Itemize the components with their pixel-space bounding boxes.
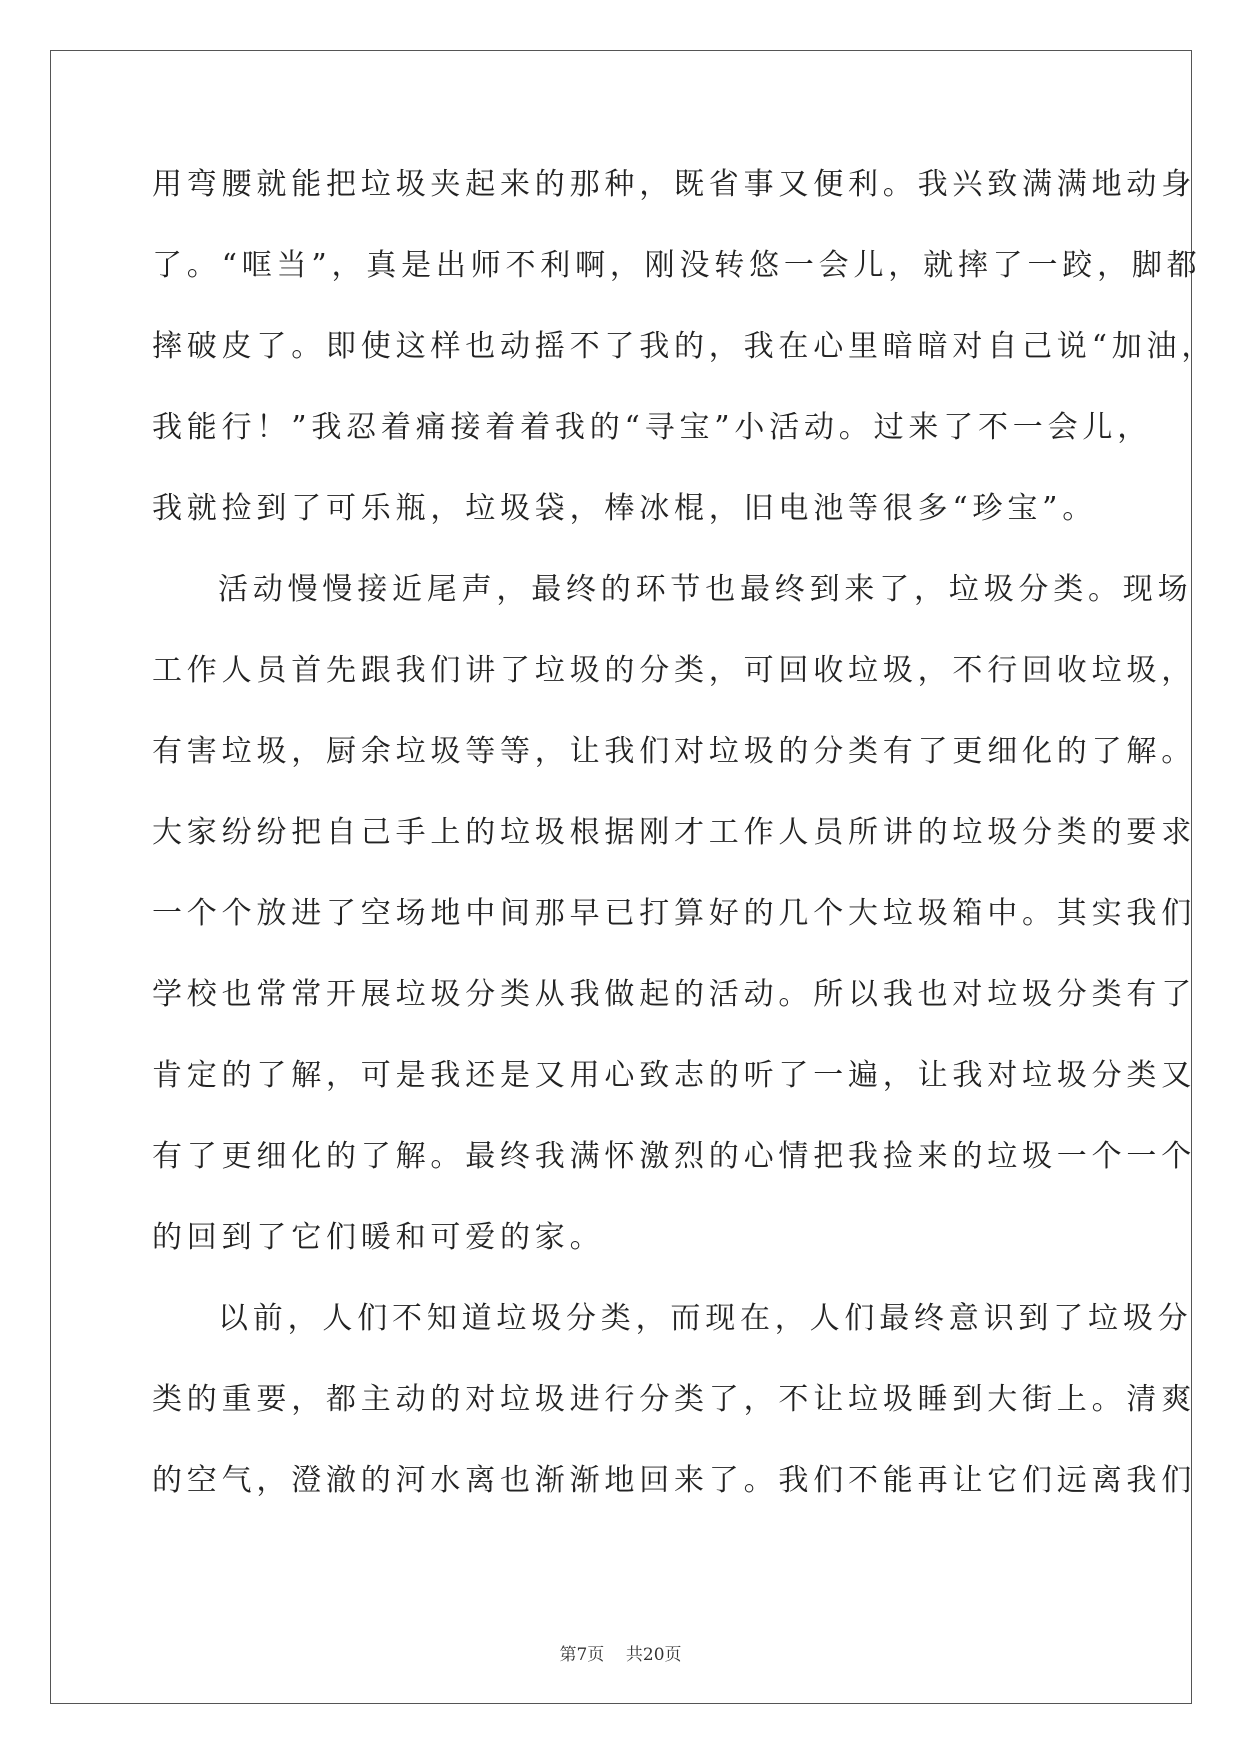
text-line-13: 有了更细化的了解。最终我满怀激烈的心情把我捡来的垃圾一个一个 — [152, 1139, 1196, 1174]
text-line-15: 以前，人们不知道垃圾分类，而现在，人们最终意识到了垃圾分 — [218, 1301, 1193, 1336]
text-line-14: 的回到了它们暖和可爱的家。 — [152, 1220, 605, 1255]
text-line-11: 学校也常常开展垃圾分类从我做起的活动。所以我也对垃圾分类有了 — [152, 977, 1196, 1012]
text-line-17: 的空气，澄澈的河水离也渐渐地回来了。我们不能再让它们远离我们 — [152, 1463, 1196, 1498]
text-line-3: 摔破皮了。即使这样也动摇不了我的，我在心里暗暗对自己说“加油， — [152, 329, 1217, 364]
text-line-2: 了。“哐当”，真是出师不利啊，刚没转悠一会儿，就摔了一跤，脚都 — [152, 248, 1202, 283]
text-line-16: 类的重要，都主动的对垃圾进行分类了，不让垃圾睡到大街上。清爽 — [152, 1382, 1196, 1417]
text-line-9: 大家纷纷把自己手上的垃圾根据刚才工作人员所讲的垃圾分类的要求 — [152, 815, 1196, 850]
text-line-4: 我能行！”我忍着痛接着着我的“寻宝”小活动。过来了不一会儿， — [152, 410, 1153, 445]
text-line-6: 活动慢慢接近尾声，最终的环节也最终到来了，垃圾分类。现场 — [218, 572, 1193, 607]
text-line-12: 肯定的了解，可是我还是又用心致志的听了一遍，让我对垃圾分类又 — [152, 1058, 1196, 1093]
text-line-7: 工作人员首先跟我们讲了垃圾的分类，可回收垃圾，不行回收垃圾， — [152, 653, 1196, 688]
text-line-10: 一个个放进了空场地中间那早已打算好的几个大垃圾箱中。其实我们 — [152, 896, 1196, 931]
text-line-1: 用弯腰就能把垃圾夹起来的那种，既省事又便利。我兴致满满地动身 — [152, 167, 1196, 202]
text-line-5: 我就捡到了可乐瓶，垃圾袋，棒冰棍，旧电池等很多“珍宝”。 — [152, 491, 1098, 526]
page-number-footer: 第7页 共20页 — [559, 1645, 682, 1665]
document-body — [152, 160, 1217, 1537]
text-line-8: 有害垃圾，厨余垃圾等等，让我们对垃圾的分类有了更细化的了解。 — [152, 734, 1196, 769]
